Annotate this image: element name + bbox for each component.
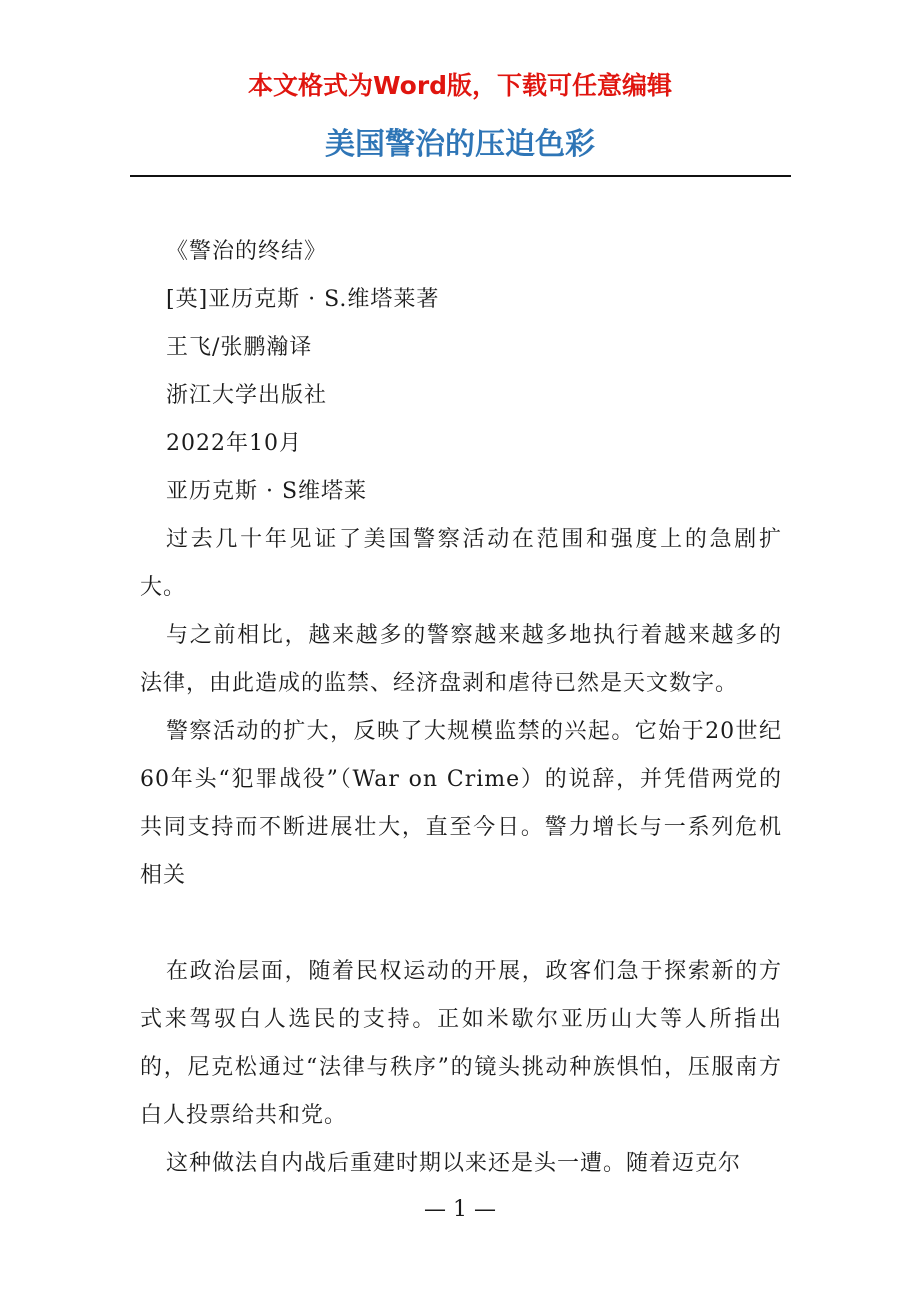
book-publisher: 浙江大学出版社 <box>166 383 328 408</box>
book-author: [英]亚历克斯 · S.维塔莱著 <box>166 287 440 312</box>
title-divider <box>130 175 791 177</box>
download-notice: 本文格式为Word版，下载可任意编辑 <box>247 71 673 100</box>
page-number: — 1 — <box>424 1197 496 1222</box>
book-translators: 王飞/张鹏瀚译 <box>166 335 313 360</box>
paragraph: 这种做法自内战后重建时期以来还是头一遭。随着迈克尔 <box>166 1151 742 1176</box>
paragraph: 警察活动的扩大，反映了大规模监禁的兴起。它始于20世纪60年头“犯罪战役”（War on Crime）的说辞，并凭借两党的共同支持而不断进展壮大，直至今日。警力增长与一系列危机相关 <box>140 719 782 888</box>
document-title: 美国警治的压迫色彩 <box>325 127 595 162</box>
paragraph: 与之前相比，越来越多的警察越来越多地执行着越来越多的法律，由此造成的监禁、经济盘剥和虐待已然是天文数字。 <box>140 623 782 696</box>
essay-author: 亚历克斯 · S维塔莱 <box>166 479 368 504</box>
book-title: 《警治的终结》 <box>166 239 328 264</box>
book-date: 2022年10月 <box>166 431 302 456</box>
paragraph: 过去几十年见证了美国警察活动在范围和强度上的急剧扩大。 <box>140 527 782 600</box>
paragraph: 在政治层面，随着民权运动的开展，政客们急于探索新的方式来驾驭白人选民的支持。正如米歇尔亚历山大等人所指出的，尼克松通过“法律与秩序”的镜头挑动种族惧怕，压服南方白人投票给共和党。 <box>140 959 782 1128</box>
document-body <box>140 228 782 1188</box>
